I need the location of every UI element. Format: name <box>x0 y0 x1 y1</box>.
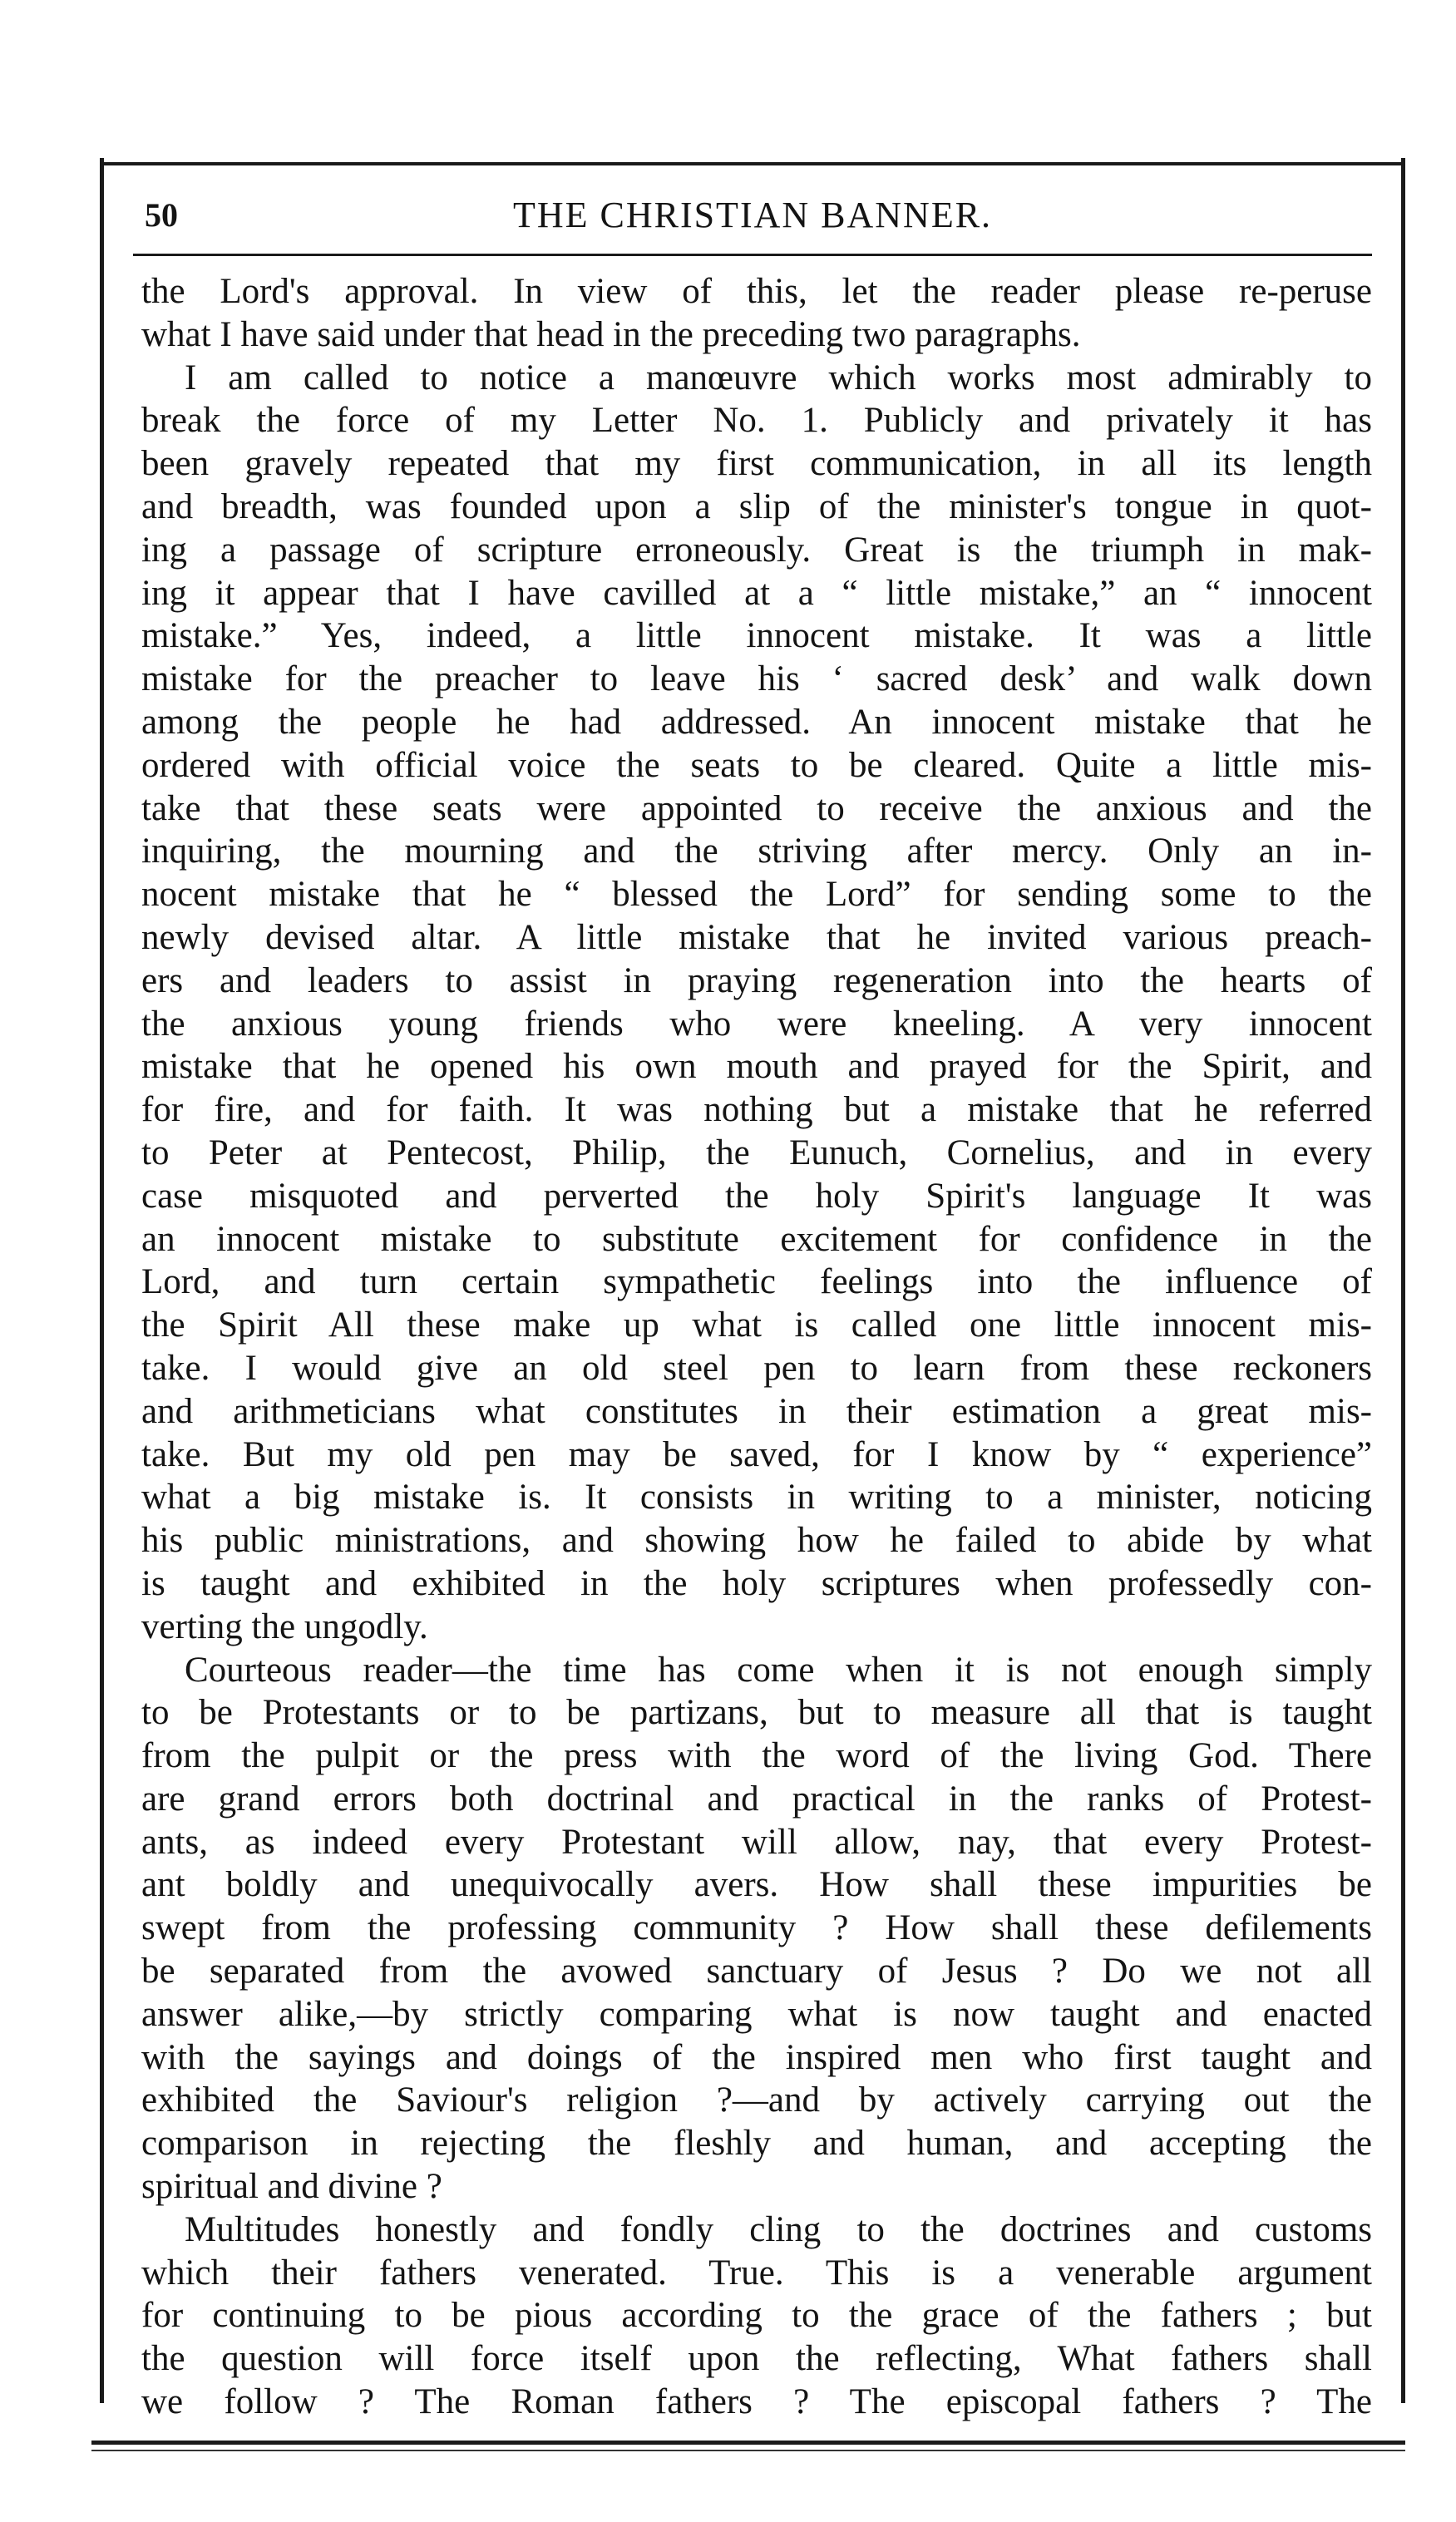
text-line: and breadth, was founded upon a slip of the minister's tongue in quot- <box>141 486 1372 526</box>
text-line: take. I would give an old steel pen to learn from these reckoners <box>141 1348 1372 1388</box>
top-rule <box>100 162 1405 165</box>
text-line: to Peter at Pentecost, Philip, the Eunuch, Cornelius, and in every <box>141 1133 1372 1172</box>
text-line: ers and leaders to assist in praying regeneration into the hearts of <box>141 960 1372 1000</box>
text-line: I am called to notice a manœuvre which works most admirably to <box>185 358 1372 397</box>
text-line: for continuing to be pious according to the grace of the fathers ; but <box>141 2296 1372 2336</box>
text-line: which their fathers venerated. True. This is a venerable argument <box>141 2253 1372 2293</box>
text-line: Multitudes honestly and fondly cling to the doctrines and customs <box>185 2209 1372 2249</box>
text-line: inquiring, the mourning and the striving after mercy. Only an in- <box>141 832 1372 871</box>
page-header <box>133 187 1372 245</box>
text-line: ants, as indeed every Protestant will allow, nay, that every Protest- <box>141 1822 1372 1862</box>
text-line: mistake that he opened his own mouth and prayed for the Spirit, and <box>141 1047 1372 1087</box>
text-line: ant boldly and unequivocally avers. How shall these impurities be <box>141 1865 1372 1905</box>
page-number: 50 <box>145 196 178 234</box>
text-line: ordered with official voice the seats to be cleared. Quite a little mis- <box>141 745 1372 785</box>
header-rule <box>133 254 1372 256</box>
article-body <box>141 270 1372 2424</box>
text-line: to be Protestants or to be partizans, but to measure all that is taught <box>141 1693 1372 1733</box>
text-line: case misquoted and perverted the holy Spirit's language It was <box>141 1176 1372 1216</box>
text-line: the Lord's approval. In view of this, let the reader please re-peruse <box>141 272 1372 311</box>
paragraph <box>141 270 1372 357</box>
text-line: an innocent mistake to substitute excitement for confidence in the <box>141 1219 1372 1259</box>
bottom-rule <box>91 2441 1405 2445</box>
text-line: from the pulpit or the press with the word of the living God. There <box>141 1736 1372 1776</box>
text-line: Lord, and turn certain sympathetic feelings into the influence of <box>141 1262 1372 1302</box>
text-line: ing it appear that I have cavilled at a “ little mistake,” an “ innocent <box>141 573 1372 613</box>
text-line: been gravely repeated that my first communication, in all its length <box>141 444 1372 484</box>
text-line: the Spirit All these make up what is called one little innocent mis- <box>141 1305 1372 1345</box>
text-line: we follow ? The Roman fathers ? The episcopal fathers ? The <box>141 2382 1372 2422</box>
text-line: answer alike,—by strictly comparing what is now taught and enacted <box>141 1994 1372 2034</box>
text-line: the anxious young friends who were kneeling. A very innocent <box>141 1004 1372 1044</box>
text-line: and arithmeticians what constitutes in their estimation a great mis- <box>141 1391 1372 1431</box>
bottom-rule-thin <box>91 2450 1405 2451</box>
text-line: the question will force itself upon the reflecting, What fathers shall <box>141 2339 1372 2379</box>
text-line: exhibited the Saviour's religion ?—and by actively carrying out the <box>141 2080 1372 2120</box>
text-line: is taught and exhibited in the holy scriptures when professedly con- <box>141 1563 1372 1603</box>
text-line: among the people he had addressed. An innocent mistake that he <box>141 702 1372 742</box>
text-line: Courteous reader—the time has come when it is not enough simply <box>185 1650 1372 1690</box>
paragraph <box>141 1649 1372 2209</box>
text-line: spiritual and divine ? <box>141 2167 442 2207</box>
running-title: THE CHRISTIAN BANNER. <box>512 195 993 235</box>
text-line: ing a passage of scripture erroneously. Great is the triumph in mak- <box>141 530 1372 570</box>
paragraph <box>141 2209 1372 2424</box>
text-line: what I have said under that head in the preceding two paragraphs. <box>141 314 1081 354</box>
text-line: what a big mistake is. It consists in writing to a minister, noticing <box>141 1478 1372 1518</box>
text-line: break the force of my Letter No. 1. Publicly and privately it has <box>141 401 1372 441</box>
text-line: with the sayings and doings of the inspired men who first taught and <box>141 2037 1372 2077</box>
text-line: nocent mistake that he “ blessed the Lord” for sending some to the <box>141 875 1372 915</box>
text-line: take. But my old pen may be saved, for I know by “ experience” <box>141 1434 1372 1474</box>
text-line: verting the ungodly. <box>141 1606 428 1646</box>
text-line: take that these seats were appointed to receive the anxious and the <box>141 788 1372 828</box>
text-line: his public ministrations, and showing how he failed to abide by what <box>141 1521 1372 1561</box>
text-line: are grand errors both doctrinal and practical in the ranks of Protest- <box>141 1779 1372 1819</box>
text-line: swept from the professing community ? How shall these defilements <box>141 1908 1372 1948</box>
paragraph <box>141 357 1372 1649</box>
text-line: mistake.” Yes, indeed, a little innocent mistake. It was a little <box>141 616 1372 656</box>
text-line: for fire, and for faith. It was nothing but a mistake that he referred <box>141 1090 1372 1130</box>
text-line: newly devised altar. A little mistake that he invited various preach- <box>141 917 1372 957</box>
text-line: comparison in rejecting the fleshly and human, and accepting the <box>141 2124 1372 2164</box>
text-line: mistake for the preacher to leave his ‘ sacred desk’ and walk down <box>141 659 1372 699</box>
text-line: be separated from the avowed sanctuary of Jesus ? Do we not all <box>141 1952 1372 1991</box>
